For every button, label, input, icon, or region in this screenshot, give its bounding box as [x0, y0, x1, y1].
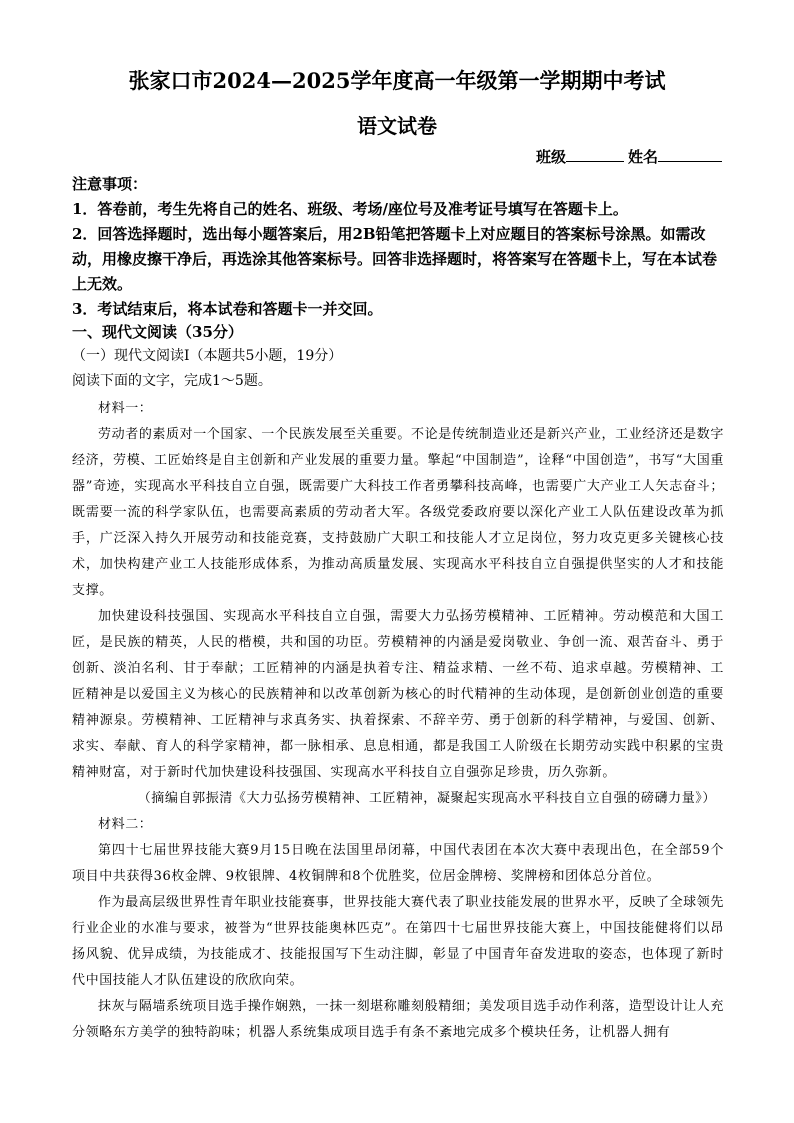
- name-blank: [658, 146, 722, 162]
- material2-paragraph: 抹灰与隔墙系统项目选手操作娴熟，一抹一刻堪称雕刻般精细；美发项目选手动作利落，造型设计让人充分领略东方美学的独特韵味；机器人系统集成项目选手有条不紊地完成多个模块任务，让机器人拥有: [72, 999, 724, 1040]
- exam-subtitle: 语文试卷: [357, 114, 437, 138]
- material2-label: 材料二：: [98, 817, 153, 832]
- material2-paragraph: 第四十七届世界技能大赛9月15日晚在法国里昂闭幕，中国代表团在本次大赛中表现出色，在全部59个项目中共获得36枚金牌、9枚银牌、4枚铜牌和8个优胜奖，位居金牌榜、奖牌榜和团体总分首位。: [72, 843, 724, 884]
- section-title: 一、现代文阅读（35分）: [72, 323, 243, 341]
- material1-label: 材料一：: [98, 401, 153, 416]
- notice-block: [72, 172, 724, 322]
- notice-item-1: 1．答卷前，考生先将自己的姓名、班级、考场/座位号及准考证号填写在答题卡上。: [72, 200, 628, 218]
- exam-title: 张家口市2024—2025学年度高一年级第一学期期中考试: [128, 68, 666, 93]
- material1-paragraph: 劳动者的素质对一个国家、一个民族发展至关重要。不论是传统制造业还是新兴产业，工业经济还是数字经济，劳模、工匠始终是自主创新和产业发展的重要力量。擎起“中国制造”，诠释“中国创造”，书写“大国重器”奇迹，实现高水平科技自立自强，既需要广大科技工作者勇攀科技高峰，也需要广大产业工人矢志奋斗；既需要一流的科学家队伍，也需要高素质的劳动者大军。各级党委政府要以深化产业工人队伍建设改革为抓手，广泛深入持久开展劳动和技能竞赛，支持鼓励广大职工和技能人才立足岗位，努力攻克更多关键核心技术，加快构建产业工人技能形成体系，为推动高质量发展、实现高水平科技自立自强提供坚实的人才和技能支撑。: [72, 427, 724, 598]
- notice-item-2: 2．回答选择题时，选出每小题答案后，用2B铅笔把答题卡上对应题目的答案标号涂黑。如需改动，用橡皮擦干净后，再选涂其他答案标号。回答非选择题时，将答案写在答题卡上，写在本试卷上无效。: [72, 225, 718, 293]
- notice-heading: 注意事项：: [72, 175, 148, 193]
- name-label: 姓名: [627, 148, 658, 166]
- subsection-title: （一）现代文阅读Ⅰ（本题共5小题，19分）: [72, 348, 343, 364]
- reading-passage: [72, 396, 724, 1046]
- material2-paragraph: 作为最高层级世界性青年职业技能赛事，世界技能大赛代表了职业技能发展的世界水平，反映了全球领先行业企业的水准与要求，被誉为“世界技能奥林匹克”。在第四十七届世界技能大赛上，中国技能健将们以昂扬风貌、优异成绩，为技能成才、技能报国写下生动注脚，彰显了中国青年奋发进取的姿态，也体现了新时代中国技能人才队伍建设的欣欣向荣。: [72, 895, 724, 988]
- class-label: 班级: [535, 148, 566, 166]
- class-blank: [566, 146, 624, 162]
- notice-item-3: 3．考试结束后，将本试卷和答题卡一并交回。: [72, 300, 383, 318]
- reading-instruction: 阅读下面的文字，完成1～5题。: [72, 373, 272, 389]
- material1-paragraph: 加快建设科技强国、实现高水平科技自立自强，需要大力弘扬劳模精神、工匠精神。劳动模范和大国工匠，是民族的精英，人民的楷模，共和国的功臣。劳模精神的内涵是爱岗敬业、争创一流、艰苦奋斗、勇于创新、淡泊名利、甘于奉献；工匠精神的内涵是执着专注、精益求精、一丝不苟、追求卓越。劳模精神、工匠精神是以爱国主义为核心的民族精神和以改革创新为核心的时代精神的生动体现，是创新创业创造的重要精神源泉。劳模精神、工匠精神与求真务实、执着探索、不辞辛劳、勇于创新的科学精神，与爱国、创新、求实、奉献、育人的科学家精神，都一脉相承、息息相通，都是我国工人阶级在长期劳动实践中积累的宝贵精神财富，对于新时代加快建设科技强国、实现高水平科技自立自强弥足珍贵，历久弥新。: [72, 609, 724, 780]
- material1-source: （摘编自郭振清《大力弘扬劳模精神、工匠精神，凝聚起实现高水平科技自立自强的磅礴力量》）: [137, 791, 716, 806]
- class-name-bar: [536, 146, 722, 168]
